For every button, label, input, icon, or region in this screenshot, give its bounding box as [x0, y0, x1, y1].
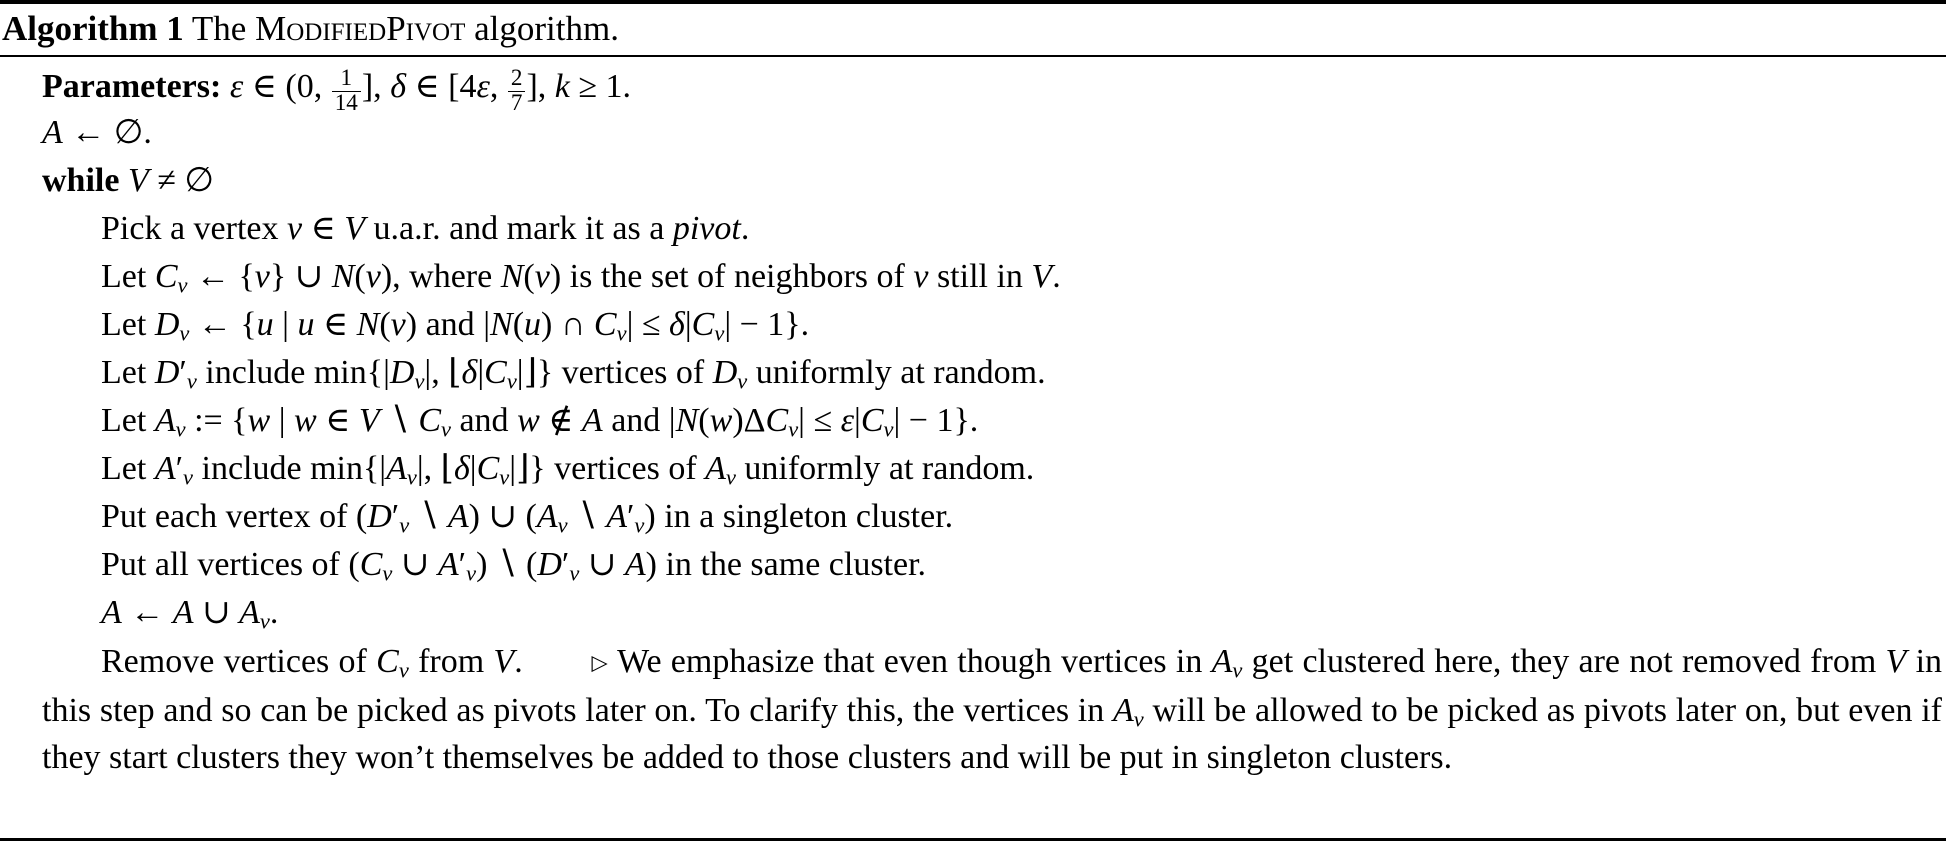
while-keyword: while: [42, 162, 120, 199]
step-define-dv: Let $D_v$ ← {u | u ∈ N(v) and |N(u) ∩ $C_v| \le \delta|C_v| - 1$}.: [101, 306, 810, 346]
algorithm-caption: [2, 4, 619, 54]
step-define-dv-prime: Let $D'_v$ include $\min\{|D_v|$, $⌊\delta|C_v|⌋$} vertices of $D_v$ uniformly at random.: [101, 354, 1046, 394]
step-define-cv: Let $C_v$ ← {v} ∪ N(v), where N(v) is the set of neighbors of v still in V.: [101, 258, 1061, 298]
comment-part3: in this step and so can be picked as pivots later on. To clarify this, the vertices in: [42, 643, 1943, 729]
caption-post: algorithm.: [474, 9, 619, 48]
comment-part1: We emphasize that even though vertices in: [617, 643, 1203, 680]
step-define-av-prime: Let $A'_v$ include $\min\{|A_v|$, $⌊\delta|C_v|⌋$} vertices of $A_v$ uniformly at random.: [101, 450, 1035, 490]
parameters-label: Parameters:: [42, 68, 222, 105]
caption-pre: The: [191, 9, 247, 48]
caption-label: Algorithm 1: [2, 9, 184, 48]
init-line: A ← ∅.: [42, 114, 152, 151]
comment-part4: will be allowed to be picked as pivots later on, but even if they start clusters they won’t themselves be added to those clusters and will be put in singleton clusters.: [42, 691, 1942, 777]
bottom-rule: [0, 838, 1946, 841]
step-update-a: A ← A ∪ $A_v$.: [101, 594, 279, 634]
remove-step-with-comment: Remove vertices of $C_v$ from V. ▷ We emphasize that even though vertices in $A_v$ get clustered here, they are not removed from V in this step and so can be picked as pivots later on. To clarify this, the vertices in $A_v$ will be allowed to be picked as pivots later on, but even if they start clusters they won’t themselves be added to those clusters and will be put in singleton clusters.: [42, 643, 1943, 777]
step-define-av: Let $A_v$ := {w | w ∈ V ∖ $C_v$ and w ∉ A and $|N(w)\Delta C_v| \le \varepsilon|C_v| - 1$}.: [101, 402, 979, 442]
step-same-cluster: Put all vertices of ($C_v$ ∪ $A'_v$) ∖ ($D'_v$ ∪ A) in the same cluster.: [101, 546, 927, 586]
algorithm-name: ModifiedPivot: [255, 9, 466, 48]
comment-triangle-icon: ▷: [590, 650, 609, 675]
comment-part2: get clustered here, they are not removed from: [1251, 643, 1877, 680]
caption-rule: [0, 55, 1946, 57]
while-line: while V ≠ ∅: [42, 162, 215, 199]
step-singletons: Put each vertex of ($D'_v$ ∖ A) ∪ ($A_v$ ∖ $A'_v$) in a singleton cluster.: [101, 498, 954, 538]
step-pick-pivot: Pick a vertex v ∈ V u.a.r. and mark it as a pivot.: [101, 210, 750, 247]
parameters-line: Parameters: ε ∈ (0, $\frac{1}{14}$ ], δ ∈ [4ε, $\frac{2}{7}$ ], k ≥ 1.: [42, 65, 632, 116]
